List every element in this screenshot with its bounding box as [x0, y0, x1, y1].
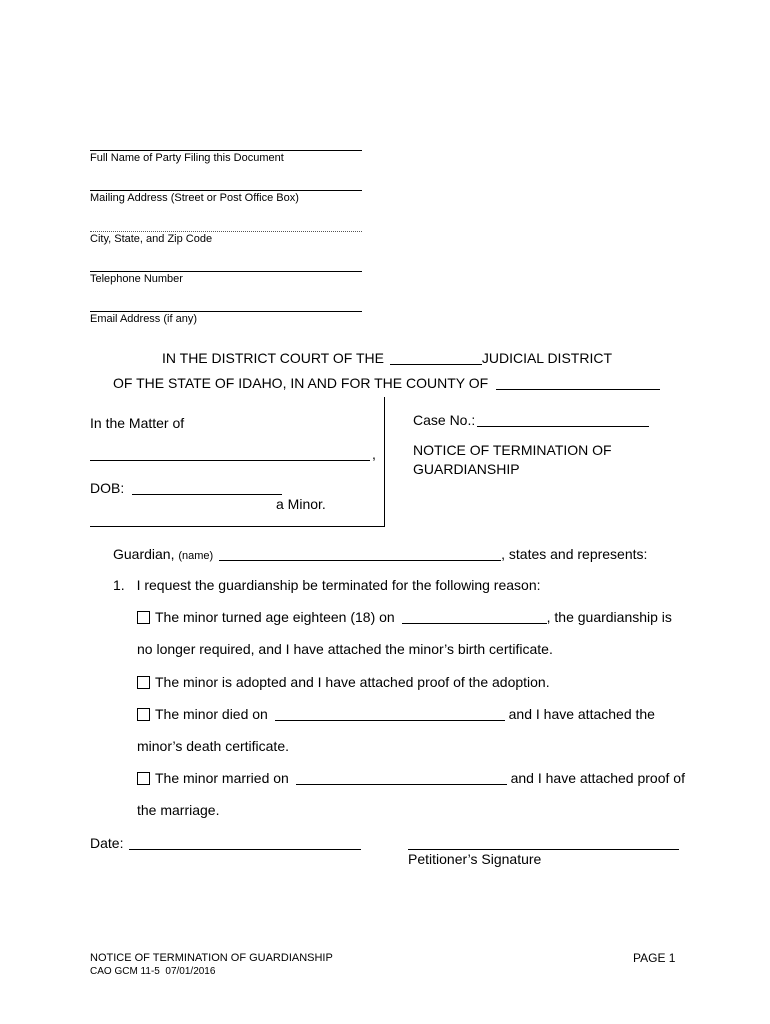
case-no-blank[interactable]	[477, 412, 649, 427]
caption-divider	[384, 397, 385, 527]
opt-married-c: the marriage.	[137, 802, 220, 818]
city-state-zip-label: City, State, and Zip Code	[90, 233, 213, 245]
date-label: Date:	[90, 835, 124, 851]
court-line2: OF THE STATE OF IDAHO, IN AND FOR THE COUNTY OF	[113, 375, 489, 391]
date-row	[90, 835, 361, 851]
footer-title: NOTICE OF TERMINATION OF GUARDIANSHIP	[90, 952, 333, 964]
dob-blank[interactable]	[132, 480, 282, 495]
adopted-checkbox[interactable]	[137, 676, 150, 689]
county-blank[interactable]	[496, 375, 660, 390]
married-date-blank[interactable]	[296, 770, 507, 785]
opt-married-a: The minor married on	[155, 770, 289, 786]
dob-row	[90, 480, 282, 496]
opt-eighteen-a: The minor turned age eighteen (18) on	[155, 609, 395, 625]
opt-died-c: minor’s death certificate.	[137, 738, 289, 754]
item1-number: 1.	[113, 577, 125, 593]
case-number-row	[413, 412, 649, 428]
opt-eighteen-c: no longer required, and I have attached the minor’s birth certificate.	[137, 641, 553, 657]
guardian-label: Guardian,	[113, 546, 175, 562]
option-eighteen-row	[137, 609, 672, 625]
footer-page-number: PAGE 1	[633, 951, 676, 965]
minor-label: a Minor.	[276, 496, 326, 512]
mailing-address-line[interactable]	[90, 190, 362, 191]
died-date-blank[interactable]	[275, 706, 505, 721]
option-married-row	[137, 770, 685, 786]
court-heading-line1	[162, 350, 612, 366]
petitioner-signature-line[interactable]	[408, 849, 679, 850]
date-blank[interactable]	[129, 835, 361, 850]
email-label: Email Address (if any)	[90, 313, 197, 325]
doc-title-line2: GUARDIANSHIP	[413, 461, 520, 477]
court-heading-line2	[113, 375, 660, 391]
telephone-line[interactable]	[90, 271, 362, 272]
opt-married-b: and I have attached proof of	[510, 770, 685, 786]
caption-bottom-rule	[90, 526, 385, 527]
guardian-row	[113, 546, 647, 562]
opt-adopted: The minor is adopted and I have attached proof of the adoption.	[155, 674, 550, 690]
email-line[interactable]	[90, 311, 362, 312]
full-name-line[interactable]	[90, 150, 362, 151]
married-checkbox[interactable]	[137, 772, 150, 785]
full-name-label: Full Name of Party Filing this Document	[90, 152, 284, 164]
states-label: , states and represents:	[501, 546, 648, 562]
item1-row	[113, 577, 541, 593]
option-died-row	[137, 706, 655, 722]
minor-name-comma: ,	[372, 446, 376, 462]
eighteen-checkbox[interactable]	[137, 611, 150, 624]
court-line1-prefix: IN THE DISTRICT COURT OF THE	[162, 350, 384, 366]
name-hint: (name)	[178, 550, 214, 562]
dob-label: DOB:	[90, 480, 125, 496]
option-adopted-row	[137, 674, 550, 690]
opt-eighteen-b: , the guardianship is	[546, 609, 672, 625]
minor-name-line[interactable]	[90, 460, 370, 461]
in-matter-of-label: In the Matter of	[90, 415, 185, 431]
opt-died-a: The minor died on	[155, 706, 268, 722]
telephone-label: Telephone Number	[90, 273, 183, 285]
item1-text: I request the guardianship be terminated for the following reason:	[136, 577, 541, 593]
judicial-district-blank[interactable]	[390, 350, 482, 365]
doc-title-line1: NOTICE OF TERMINATION OF	[413, 442, 612, 458]
case-no-label: Case No.:	[413, 412, 476, 428]
court-line1-suffix: JUDICIAL DISTRICT	[481, 350, 612, 366]
petitioner-signature-label: Petitioner’s Signature	[408, 851, 542, 867]
opt-died-b: and I have attached the	[508, 706, 655, 722]
eighteen-date-blank[interactable]	[402, 609, 547, 624]
guardian-name-blank[interactable]	[219, 546, 501, 561]
footer-form-code: CAO GCM 11-5 07/01/2016	[90, 966, 216, 977]
city-state-zip-line[interactable]	[90, 231, 362, 232]
died-checkbox[interactable]	[137, 708, 150, 721]
mailing-address-label: Mailing Address (Street or Post Office Box)	[90, 192, 299, 204]
